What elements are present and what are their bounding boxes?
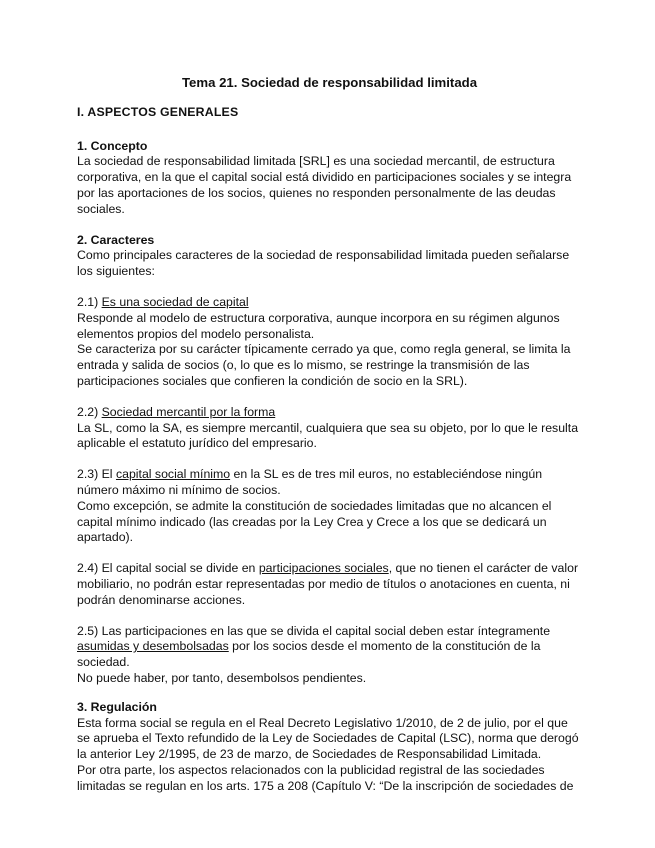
- caracter-2-4-pre: 2.4) El capital social se divide en: [77, 561, 259, 576]
- heading-caracteres: 2. Caracteres: [77, 232, 155, 247]
- heading-regulacion: 3. Regulación: [77, 699, 157, 714]
- caracter-2-4-post: , que no tienen el carácter de valor mobiliario, no podrán estar representadas por medio de títulos o anotaciones en cuenta, ni podrán denominarse acciones.: [77, 561, 579, 607]
- caracter-2-1-p2: Se caracteriza por su carácter típicamente cerrado ya que, como regla general, se limita la entrada y salida de socios (o, lo que es lo mismo, se restringe la transmisión de las participaciones sociales que confieren la condición de socio en la SRL).: [77, 342, 571, 388]
- caracteres-intro: Como principales caracteres de la sociedad de responsabilidad limitada pueden señalarse los siguientes:: [77, 248, 570, 279]
- section-heading: I. ASPECTOS GENERALES: [77, 104, 239, 119]
- caracter-2-4-underlined: participaciones sociales: [258, 561, 389, 576]
- caracter-2-1-p1: Responde al modelo de estructura corporativa, aunque incorpora en su régimen algunos elementos propios del modelo personalista.: [77, 310, 560, 341]
- caracter-2-5-post: por los socios desde el momento de la constitución de la sociedad.: [77, 639, 541, 670]
- caracter-2-3-p2: Como excepción, se admite la constitución de sociedades limitadas que no alcancen el capital mínimo indicado (las creadas por la Ley Crea y Crece a los que se dedicará un apartado).: [77, 498, 552, 545]
- caracter-2-5-p1: [77, 624, 582, 671]
- caracter-2-2-number: 2.2): [77, 404, 102, 419]
- caracter-2-2-p1: La SL, como la SA, es siempre mercantil, cualquiera que sea su objeto, por lo que le resulta aplicable el estatuto jurídico del empresario.: [77, 420, 579, 451]
- regulacion-p2: Por otra parte, los aspectos relacionados con la publicidad registral de las sociedades limitadas se regulan en los arts. 175 a 208 (Capítulo V: “De la inscripción de sociedades de: [77, 762, 574, 793]
- caracter-2-1-number: 2.1): [77, 294, 102, 309]
- concepto-text: La sociedad de responsabilidad limitada [SRL] es una sociedad mercantil, de estructura corporativa, en la que el capital social está dividido en participaciones sociales y se integra por las aportaciones de los socios, quienes no responden personalmente de las deudas sociales.: [77, 154, 572, 216]
- heading-concepto: 1. Concepto: [77, 138, 148, 153]
- caracter-2-1-title: Es una sociedad de capital: [101, 294, 249, 309]
- caracter-2-5-underlined: asumidas y desembolsadas: [77, 639, 229, 654]
- caracter-2-5-p2: No puede haber, por tanto, desembolsos pendientes.: [77, 670, 367, 685]
- regulacion-p1: Esta forma social se regula en el Real Decreto Legislativo 1/2010, de 2 de julio, por el que se aprueba el Texto refundido de la Ley de Sociedades de Capital (LSC), norma que derogó la anterior Ley 2/1995, de 23 de marzo, de Sociedades de Responsabilidad Limitada.: [77, 715, 579, 762]
- document-title: Tema 21. Sociedad de responsabilidad limitada: [181, 75, 478, 90]
- caracter-2-2-heading: [77, 405, 582, 421]
- caracter-2-3-pre: 2.3) El: [77, 467, 116, 482]
- caracter-2-2-title: Sociedad mercantil por la forma: [101, 404, 276, 419]
- document-page: [77, 75, 582, 794]
- caracter-2-3-underlined: capital social mínimo: [115, 467, 231, 482]
- caracter-2-4-p1: [77, 561, 582, 608]
- caracter-2-1-heading: [77, 295, 582, 311]
- caracter-2-3-post: en la SL es de tres mil euros, no estableciéndose ningún número máximo ni mínimo de socios.: [77, 467, 543, 497]
- caracter-2-3-p1: [77, 467, 582, 499]
- caracter-2-5-pre: 2.5) Las participaciones en las que se divida el capital social deben estar íntegramente: [77, 623, 551, 638]
